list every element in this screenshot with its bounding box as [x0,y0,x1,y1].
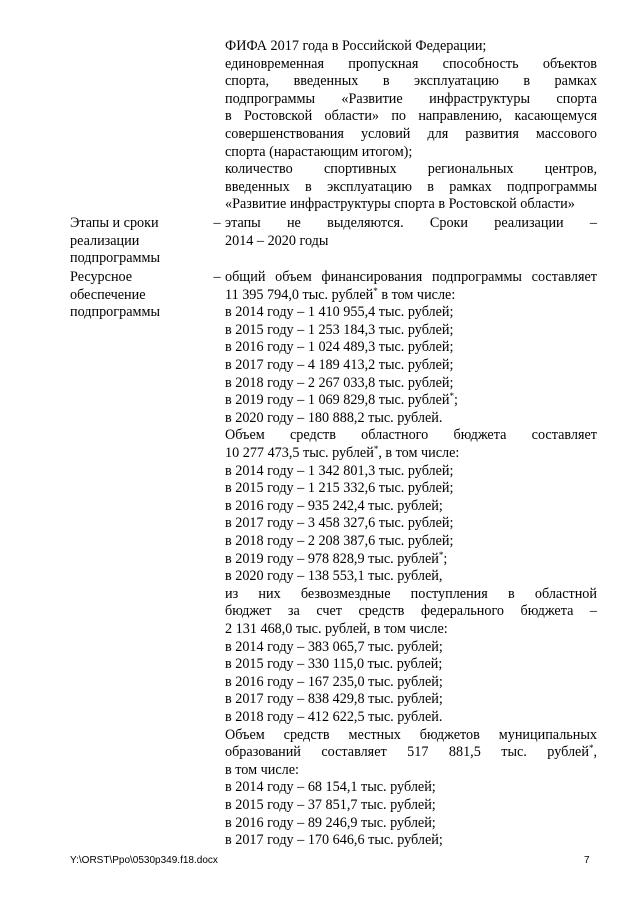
resources-text-line [225,779,597,797]
line-text: в 2017 году – 838 429,8 тыс. рублей; [225,691,443,708]
line-text: 2 131 468,0 тыс. рублей, в том числе: [225,621,448,637]
resources-text-line [225,480,597,498]
section-label-line: подпрограммы [70,304,160,321]
line-text: введенных в эксплуатацию в рамках подпрограммы [225,178,597,195]
section-label-line: Ресурсное [70,269,133,285]
resources-text-line [225,568,597,586]
line-text-tail: ; [443,550,448,567]
line-text: в 2016 году – 167 235,0 тыс. рублей; [225,673,443,690]
resources-text-line [225,639,597,657]
line-text: в 2014 году – 68 154,1 тыс. рублей; [225,779,436,796]
line-text: в Ростовской области» по направлению, касающемуся [225,108,597,125]
goal-text-line [225,179,597,197]
resources-text-line [225,339,597,357]
footnote-asterisk: * [438,549,444,560]
resources-text-line [225,498,597,516]
line-text: в 2016 году – 1 024 489,3 тыс. рублей; [225,339,454,356]
resources-text-line [225,392,597,410]
resources-text-line [225,797,597,815]
resources-text-line [225,727,597,745]
line-text: подпрограммы «Развитие инфраструктуры спорта [225,90,597,107]
line-text: «Развитие инфраструктуры спорта в Ростовской области» [225,196,575,213]
line-text: в 2015 году – 330 115,0 тыс. рублей; [225,656,443,673]
resources-text-line [225,269,597,287]
goal-text-line [225,73,597,91]
line-text-tail: , [593,744,597,761]
footer-page-number: 7 [584,855,590,866]
footnote-asterisk: * [373,285,378,296]
resources-text-line [225,410,597,428]
line-text-tail: , в том числе: [378,445,460,461]
resources-text-line [225,515,597,533]
line-text: в 2017 году – 4 189 413,2 тыс. рублей; [225,357,454,373]
line-text: в 2015 году – 1 215 332,6 тыс. рублей; [225,480,454,497]
line-text: в 2019 году – 1 069 829,8 тыс. рублей [225,392,450,409]
resources-text-line [225,445,597,463]
line-text: образований составляет 517 881,5 тыс. рублей [225,744,589,761]
goal-text-line [225,91,597,109]
goal-text-line [225,161,597,179]
section-label-line: подпрограммы [70,250,160,267]
stages-text-line [225,215,597,233]
section-dash: – [213,269,221,285]
resources-text-line [225,832,597,850]
resources-text-line [225,551,597,569]
resources-text-line [225,322,597,340]
section-dash: – [213,215,221,231]
line-text: в том числе: [225,761,299,778]
line-text: 2014 – 2020 годы [225,232,329,249]
resources-text-line [225,304,597,322]
goal-text-line [225,108,597,126]
footnote-asterisk: * [588,743,594,754]
line-text: в 2018 году – 412 622,5 тыс. рублей. [225,709,443,725]
line-text: 10 277 473,5 тыс. рублей [225,445,374,461]
resources-text-line [225,287,597,305]
resources-text-line [225,621,597,639]
resources-text-line [225,656,597,674]
resources-text-line [225,533,597,551]
resources-text-line [225,427,597,445]
goal-text-line [225,126,597,144]
line-text: в 2016 году – 89 246,9 тыс. рублей; [225,814,436,831]
resources-text-line [225,603,597,621]
line-text: в 2016 году – 935 242,4 тыс. рублей; [225,497,443,514]
line-text: совершенствования условий для развития массового [225,126,597,142]
resources-text-line [225,815,597,833]
line-text: Объем средств областного бюджета составляет [225,427,597,444]
resources-text-line [225,357,597,375]
line-text: в 2015 году – 37 851,7 тыс. рублей; [225,797,436,813]
line-text: в 2018 году – 2 208 387,6 тыс. рублей; [225,533,454,549]
line-text: из них безвозмездные поступления в областной [225,585,597,602]
line-text: ФИФА 2017 года в Российской Федерации; [225,38,487,54]
footer-file-path: Y:\ORST\Ppo\0530p349.f18.docx [70,855,218,866]
line-text: в 2019 году – 978 828,9 тыс. рублей [225,550,439,567]
resources-text-line [225,463,597,481]
line-text: в 2020 году – 180 888,2 тыс. рублей. [225,409,443,426]
line-text: 11 395 794,0 тыс. рублей [225,286,374,303]
resources-text-line [225,691,597,709]
line-text: спорта (нарастающим итогом); [225,143,413,160]
resources-text-line [225,709,597,727]
resources-text-line [225,674,597,692]
goal-text-line [225,56,597,74]
line-text: в 2018 году – 2 267 033,8 тыс. рублей; [225,374,454,391]
resources-text-line [225,762,597,780]
line-text: единовременная пропускная способность объектов [225,55,597,72]
footnote-asterisk: * [373,444,379,454]
line-text: в 2014 году – 1 410 955,4 тыс. рублей; [225,304,454,321]
line-text: этапы не выделяются. Сроки реализации – [225,215,597,231]
line-text: в 2020 году – 138 553,1 тыс. рублей, [225,568,443,585]
footnote-asterisk: * [449,391,455,402]
goal-text-line [225,196,597,214]
section-label-line: обеспечение [70,286,146,303]
section-label-line: Этапы и сроки [70,215,159,231]
resources-text-line [225,375,597,393]
line-text: общий объем финансирования подпрограммы составляет [225,269,597,285]
line-text: в 2014 году – 1 342 801,3 тыс. рублей; [225,462,454,479]
line-text: бюджет за счет средств федерального бюджета – [225,603,597,620]
line-text-tail: ; [454,392,458,409]
line-text-tail: в том числе: [377,286,456,303]
line-text: в 2017 году – 3 458 327,6 тыс. рублей; [225,515,454,532]
line-text: в 2017 году – 170 646,6 тыс. рублей; [225,832,443,849]
section-label-line: реализации [70,232,140,249]
line-text: в 2014 году – 383 065,7 тыс. рублей; [225,638,443,655]
goal-text-line [225,38,597,56]
resources-text-line [225,744,597,762]
line-text: спорта, введенных в эксплуатацию в рамках [225,73,597,90]
line-text: количество спортивных региональных центров, [225,161,597,178]
resources-text-line [225,586,597,604]
goal-text-line [225,144,597,162]
stages-text-line [225,233,597,251]
line-text: в 2015 году – 1 253 184,3 тыс. рублей; [225,321,454,338]
line-text: Объем средств местных бюджетов муниципальных [225,726,597,743]
